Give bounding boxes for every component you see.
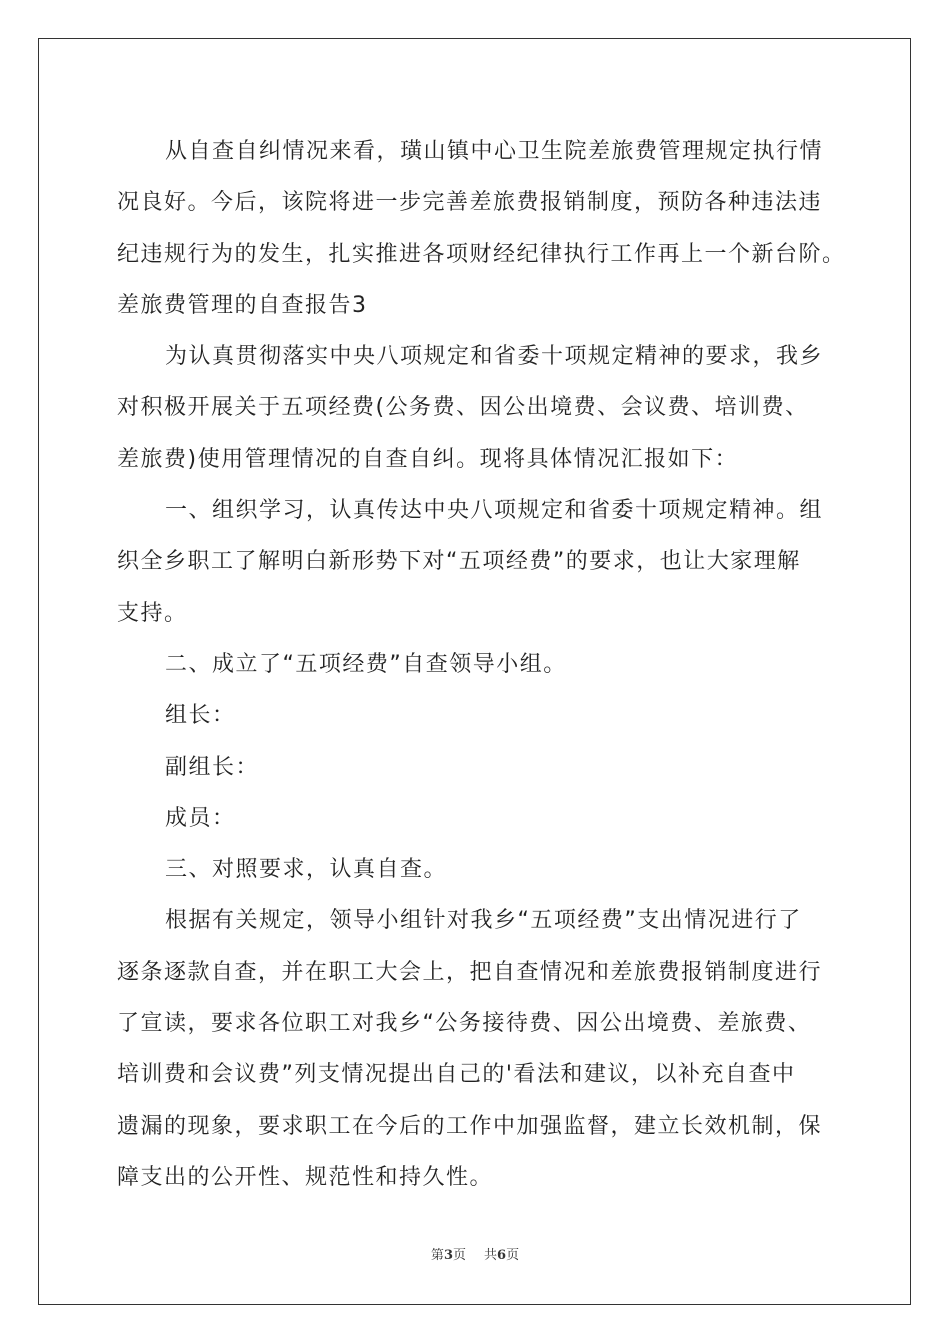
text-line: 三、对照要求，认真自查。 xyxy=(165,857,448,883)
text-line: 培训费和会议费”列支情况提出自己的'看法和建议，以补充自查中 xyxy=(117,1062,796,1088)
text-line: 成员： xyxy=(165,805,236,831)
text-line: 况良好。今后，该院将进一步完善差旅费报销制度，预防各种违法违 xyxy=(117,190,823,216)
text-line: 障支出的公开性、规范性和持久性。 xyxy=(117,1164,494,1190)
text-line: 为认真贯彻落实中央八项规定和省委十项规定精神的要求，我乡 xyxy=(165,344,824,370)
total-label-prefix: 共 xyxy=(484,1248,498,1263)
text-line: 遗漏的现象，要求职工在今后的工作中加强监督，建立长效机制，保 xyxy=(117,1113,823,1139)
total-label-suffix: 页 xyxy=(506,1248,520,1263)
text-line: 组长： xyxy=(165,703,236,729)
page-label-prefix: 第 xyxy=(430,1248,444,1263)
text-line: 支持。 xyxy=(117,600,188,626)
page-label-suffix: 页 xyxy=(452,1248,466,1263)
text-line: 从自查自纠情况来看，璜山镇中心卫生院差旅费管理规定执行情 xyxy=(165,139,824,164)
text-line: 差旅费)使用管理情况的自查自纠。现将具体情况汇报如下： xyxy=(117,446,739,472)
section-heading: 差旅费管理的自查报告3 xyxy=(117,292,368,318)
text-line: 纪违规行为的发生，扎实推进各项财经纪律执行工作再上一个新台阶。 xyxy=(117,241,846,267)
page-footer xyxy=(0,1244,950,1263)
text-line: 根据有关规定，领导小组针对我乡“五项经费”支出情况进行了 xyxy=(165,908,802,934)
text-line: 了宣读，要求各位职工对我乡“公务接待费、因公出境费、差旅费、 xyxy=(117,1011,812,1037)
page-number: 3 xyxy=(443,1248,453,1263)
text-line: 一、组织学习，认真传达中央八项规定和省委十项规定精神。组 xyxy=(165,498,824,524)
text-line: 逐条逐款自查，并在职工大会上，把自查情况和差旅费报销制度进行 xyxy=(117,959,823,985)
document-body xyxy=(117,126,846,1203)
total-pages: 6 xyxy=(497,1248,507,1263)
text-line: 二、成立了“五项经费”自查领导小组。 xyxy=(165,651,567,677)
text-line: 对积极开展关于五项经费(公务费、因公出境费、会议费、培训费、 xyxy=(117,395,809,421)
text-line: 副组长： xyxy=(165,754,260,780)
text-line: 织全乡职工了解明白新形势下对“五项经费”的要求，也让大家理解 xyxy=(117,549,801,575)
